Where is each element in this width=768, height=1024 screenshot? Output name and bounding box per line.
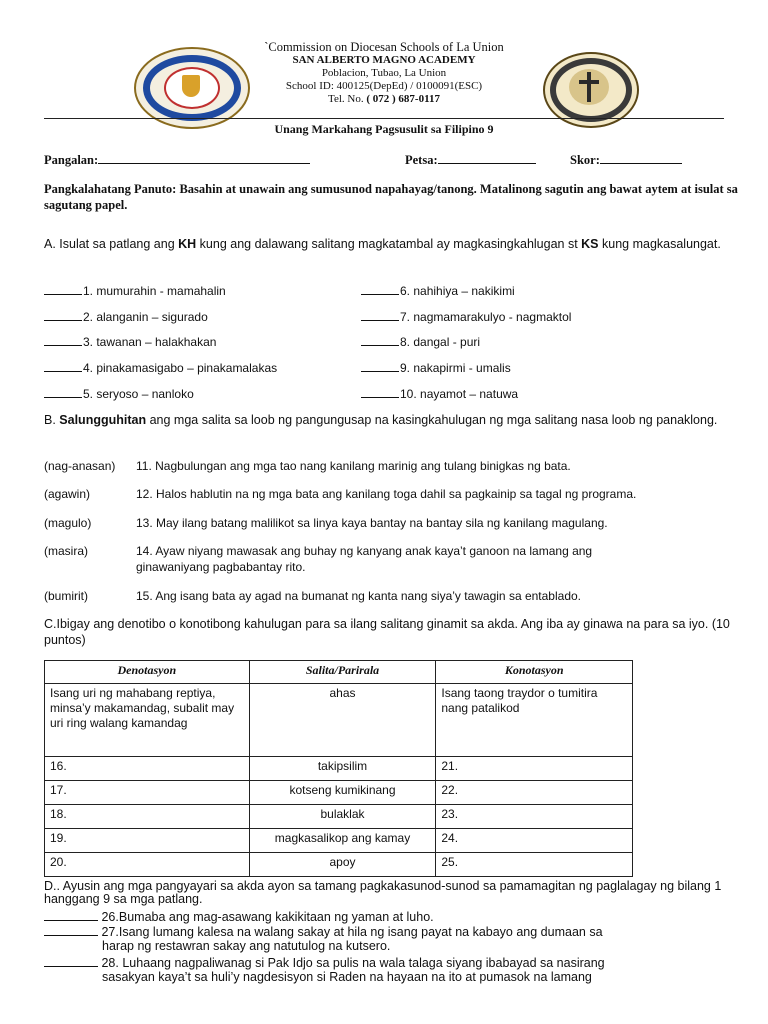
section-c-instruction: C.Ibigay ang denotibo o konotibong kahulugan para sa ilang salitang ginamit sa akda. Ang iba ay ginawa na para sa iyo. (10 puntos) [44,617,730,647]
table-cell: Isang taong traydor o tumitira nang patalikod [436,684,633,757]
list-item [44,515,734,531]
name-label: Pangalan: [44,153,99,167]
a-ks: KS [581,237,599,251]
answer-blank[interactable] [361,283,399,295]
list-item [44,543,734,575]
item-text: 26.Bumaba ang mag-asawang kakikitaan ng yaman at luho. [101,910,434,924]
list-item [44,458,734,474]
table-cell[interactable]: 21. [436,757,633,781]
item-text: 3. tawanan – halakhakan [83,335,217,349]
answer-blank[interactable] [44,956,98,967]
item-continuation: sasakyan kaya’t sa huli’y nagdesisyon si Raden na hayaan na ito at pumasok na lamang [102,970,592,984]
table-cell: bulaklak [249,805,436,829]
list-item [361,283,515,298]
item-text: 5. seryoso – nanloko [83,387,194,401]
sentence: 15. Ang isang bata ay agad na bumanat ng kanta nang siya’y tawagin sa entablado. [136,589,581,603]
answer-blank[interactable] [44,925,98,936]
name-line[interactable] [98,151,310,164]
list-item [44,910,744,924]
table-cell: apoy [249,853,436,877]
table-cell[interactable]: 24. [436,829,633,853]
table-cell[interactable]: 22. [436,781,633,805]
list-item [44,283,226,298]
connotation-table [44,660,633,877]
b-instr-2: ang mga salita sa loob ng pangungusap na kasingkahulugan ng mga salitang nasa loob ng panaklong. [146,413,718,427]
synonym-cue: (agawin) [44,487,91,501]
date-line[interactable] [438,151,536,164]
list-item [44,334,216,349]
list-item [361,360,511,375]
item-text: 8. dangal - puri [400,335,481,349]
score-label: Skor: [570,153,600,167]
table-cell: takipsilim [249,757,436,781]
answer-blank[interactable] [44,360,82,372]
table-row [45,757,633,781]
list-item [361,334,480,349]
table-cell: ahas [249,684,436,757]
a-instr-3: kung magkasalungat. [598,237,721,251]
list-item [361,386,518,401]
answer-blank[interactable] [44,309,82,321]
list-item [361,309,571,324]
commission-line: `Commission on Diocesan Schools of La Union [264,40,504,54]
school-address: Poblacion, Tubao, La Union [321,67,447,79]
item-text: 2. alanganin – sigurado [83,310,208,324]
header-salita: Salita/Parirala [249,661,436,684]
item-text: 1. mumurahin - mamahalin [83,284,226,298]
table-row [45,805,633,829]
table-header-row [45,661,633,684]
table-row [45,684,633,757]
table-cell[interactable]: 19. [45,829,250,853]
telephone [200,93,568,106]
table-cell[interactable]: 23. [436,805,633,829]
a-instr-2: kung ang dalawang salitang magkatambal ay magkasingkahlugan st [196,237,582,251]
synonym-cue: (nag-anasan) [44,459,116,473]
name-field [44,151,310,168]
list-item [44,486,734,502]
table-cell: Isang uri ng mahabang reptiya, minsa’y makamandag, subalit may uri ring walang kamandag [45,684,250,757]
section-d-instruction: D.. Ayusin ang mga pangyayari sa akda ayon sa tamang pagkakasunod-sunod sa pamamagitan ng paglalagay ng bilang 1 hanggang 9 sa mga patlang. [44,879,722,906]
table-cell[interactable]: 25. [436,853,633,877]
item-text: 6. nahihiya – nakikimi [400,284,515,298]
table-cell[interactable]: 20. [45,853,250,877]
exam-title: Unang Markahang Pagsusulit sa Filipino 9 [274,122,494,136]
general-instruction: Pangkalahatang Panuto: Basahin at unawain ang sumusunod napahayag/tanong. Matalinong sagutin ang bawat aytem at isulat sa sagutang papel. [44,182,738,212]
synonym-cue: (magulo) [44,516,92,530]
answer-blank[interactable] [361,334,399,346]
sentence: 11. Nagbulungan ang mga tao nang kanilang marinig ang tulang binigkas ng bata. [136,459,571,473]
a-kh: KH [178,237,197,251]
table-cell: magkasalikop ang kamay [249,829,436,853]
b-bold: Salungguhitan [59,413,147,427]
table-cell[interactable]: 16. [45,757,250,781]
score-line[interactable] [600,151,682,164]
item-text: 9. nakapirmi - umalis [400,361,511,375]
sentence: 13. May ilang batang malilikot sa linya kaya bantay na bantay sila ng kanilang magulang. [136,516,608,530]
item-text: 28. Luhaang nagpaliwanag si Pak Idjo sa pulis na wala talaga siyang ibabayad sa nasirang [101,956,605,970]
table-cell[interactable]: 17. [45,781,250,805]
school-id: School ID: 400125(DepEd) / 0100091(ESC) [285,80,483,92]
tel-prefix: Tel. No. [328,93,367,105]
header-konotasyon: Konotasyon [436,661,633,684]
school-name: SAN ALBERTO MAGNO ACADEMY [292,54,476,66]
answer-blank[interactable] [44,910,98,921]
section-b-instruction [44,412,734,428]
list-item [44,360,277,375]
list-item [44,588,734,604]
header-rule [44,118,724,119]
table-row [45,781,633,805]
a-instr-1: A. Isulat sa patlang ang [44,237,179,251]
answer-blank[interactable] [361,309,399,321]
item-text: 4. pinakamasigabo – pinakamalakas [83,361,278,375]
table-row [45,829,633,853]
item-continuation: harap ng restawran sakay ang natutulog na kutsero. [102,939,391,953]
answer-blank[interactable] [44,386,82,398]
table-row [45,853,633,877]
date-field [405,151,536,168]
answer-blank[interactable] [44,334,82,346]
item-text: 10. nayamot – natuwa [400,387,519,401]
tel-number: ( 072 ) 687-0117 [366,93,440,105]
answer-blank[interactable] [44,283,82,295]
list-item [44,956,744,970]
list-item [44,386,194,401]
item-text: 7. nagmamarakulyo - nagmaktol [400,310,572,324]
section-a-instruction [44,236,734,252]
sentence: 12. Halos hablutin na ng mga bata ang kanilang toga dahil sa pagkainip sa tagal ng programa. [136,487,637,501]
date-label: Petsa: [405,153,438,167]
list-item [44,309,208,324]
score-field [570,151,682,168]
sentence: 14. Ayaw niyang mawasak ang buhay ng kanyang anak kaya’t ganoon na lamang ang ginawaniyang pagbabantay rito. [136,544,593,574]
list-item [44,925,744,939]
table-cell: kotseng kumikinang [249,781,436,805]
answer-blank[interactable] [361,360,399,372]
synonym-cue: (bumirit) [44,589,88,603]
header-denotasyon: Denotasyon [45,661,250,684]
table-cell[interactable]: 18. [45,805,250,829]
b-instr-1: B. [44,413,60,427]
synonym-cue: (masira) [44,544,88,558]
item-text: 27.Isang lumang kalesa na walang sakay at hila ng isang payat na kabayo ang dumaan sa [101,925,603,939]
answer-blank[interactable] [361,386,399,398]
